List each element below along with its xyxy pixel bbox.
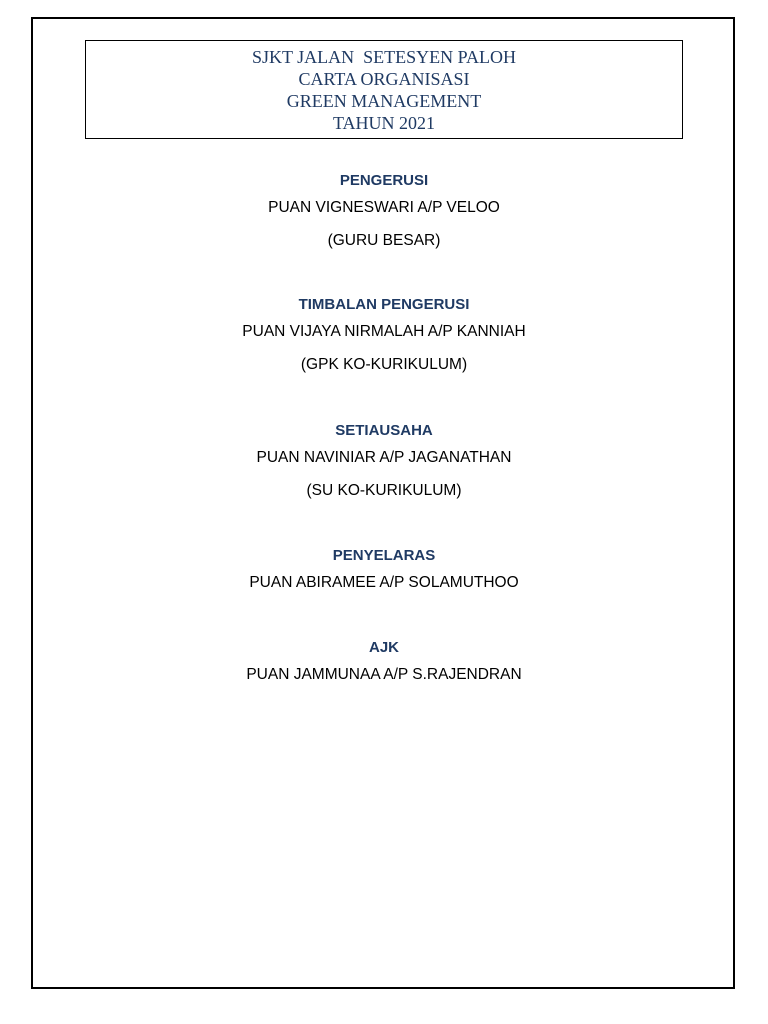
- role-heading: AJK: [368, 639, 399, 656]
- member-name: PUAN VIJAYA NIRMALAH A/P KANNIAH: [242, 323, 526, 340]
- committee-name: GREEN MANAGEMENT: [286, 90, 482, 111]
- role-heading: SETIAUSAHA: [335, 422, 433, 439]
- section-timbalan-pengerusi: [0, 294, 768, 376]
- member-name: PUAN JAMMUNAA A/P S.RAJENDRAN: [246, 666, 522, 683]
- role-heading: PENYELARAS: [332, 547, 436, 564]
- role-heading: TIMBALAN PENGERUSI: [298, 296, 470, 313]
- role-heading: PENGERUSI: [339, 172, 429, 189]
- title-box: [85, 40, 683, 139]
- document-year: TAHUN 2021: [332, 112, 436, 133]
- member-position: (GPK KO-KURIKULUM): [300, 356, 468, 373]
- section-penyelaras: [0, 545, 768, 594]
- member-position: (GURU BESAR): [327, 232, 441, 249]
- document-title: CARTA ORGANISASI: [298, 68, 470, 89]
- school-name: SJKT JALAN SETESYEN PALOH: [251, 46, 517, 67]
- member-name: PUAN ABIRAMEE A/P SOLAMUTHOO: [249, 574, 519, 591]
- member-position: (SU KO-KURIKULUM): [306, 482, 462, 499]
- member-name: PUAN VIGNESWARI A/P VELOO: [268, 199, 500, 216]
- page-border: [31, 17, 735, 989]
- member-name: PUAN NAVINIAR A/P JAGANATHAN: [256, 449, 512, 466]
- section-setiausaha: [0, 420, 768, 502]
- section-pengerusi: [0, 170, 768, 252]
- section-ajk: [0, 637, 768, 686]
